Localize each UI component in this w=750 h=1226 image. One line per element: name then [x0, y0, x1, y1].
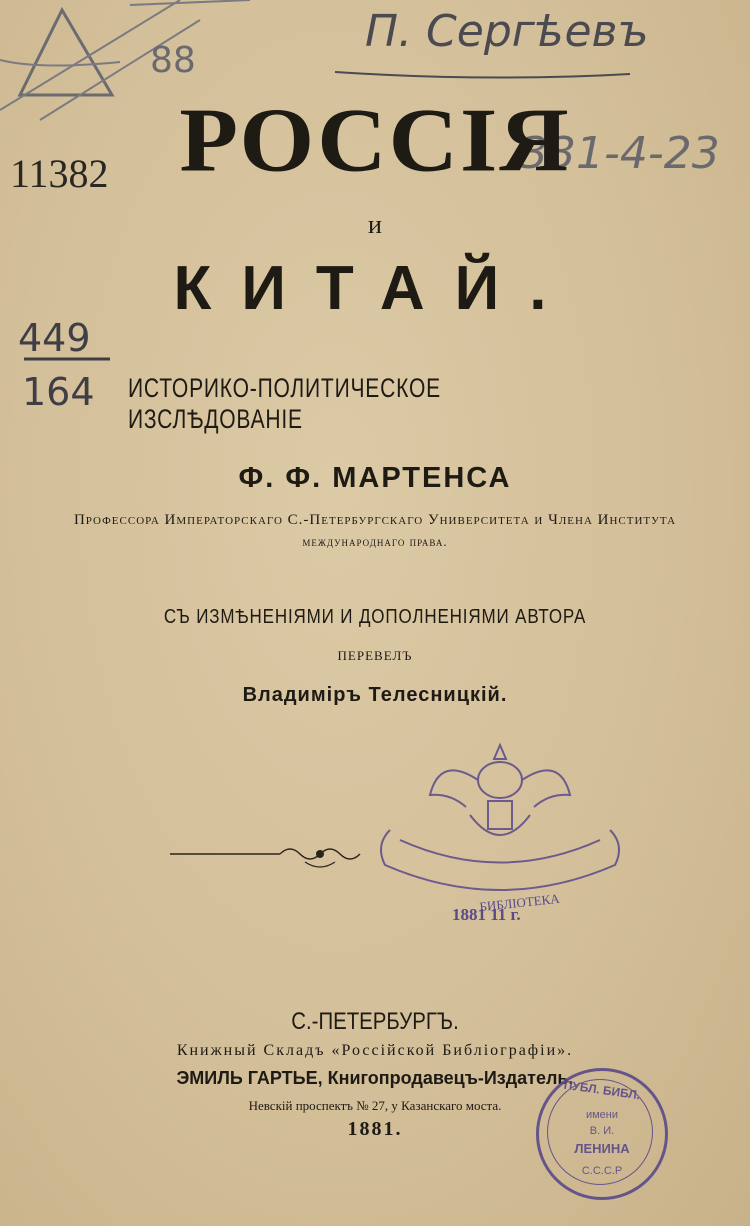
stamp-line-2: имени — [585, 1109, 619, 1121]
title-line-2: КИТАЙ. — [173, 254, 577, 323]
lenin-library-stamp — [536, 1068, 668, 1200]
imprint-year: 1881. — [347, 1118, 403, 1140]
translated-by-label: ПЕРЕВЕЛЪ — [337, 648, 413, 663]
pencil-number: 88 — [150, 40, 196, 81]
stamp-line-3: В. И. — [589, 1125, 615, 1137]
stamp-date: 1881 11 г. — [452, 905, 521, 924]
library-number: 11382 — [10, 151, 109, 196]
author-name: Ф. Ф. МАРТЕНСА — [238, 462, 512, 494]
shelfmark: 331-4-23 — [520, 128, 720, 179]
subtitle: ИСТОРИКО-ПОЛИТИЧЕСКОЕ ИЗСЛѢДОВАНІЕ — [128, 373, 441, 434]
signature-underline — [330, 62, 650, 92]
stamp-line-5: С.С.С.Р — [581, 1165, 623, 1177]
side-number-divider — [20, 355, 120, 363]
ornament-divider — [165, 838, 385, 878]
svg-text:БИБЛІОТЕКА: БИБЛІОТЕКА — [478, 890, 561, 915]
translation-note: СЪ ИЗМѢНЕНІЯМИ И ДОПОЛНЕНІЯМИ АВТОРА — [163, 606, 587, 628]
side-number-bottom: 164 — [22, 370, 95, 414]
title-line-1: РОССІЯ — [179, 88, 571, 191]
imprint-publisher: ЭМИЛЬ ГАРТЬЕ, Книгопродавецъ-Издатель. — [176, 1068, 574, 1088]
owner-signature: П. Сергѣевъ — [365, 6, 649, 57]
author-position-line-1: Профессора Императорскаго С.-Петербургскаго Университета и Члена Института — [73, 512, 677, 528]
title-conjunction: и — [368, 210, 382, 239]
stamp-line-4: ЛЕНИНА — [574, 1141, 630, 1156]
author-position-line-2: международнаго права. — [302, 534, 448, 549]
stamp-line-1: ПУБЛ. БИБЛ. — [562, 1077, 642, 1103]
translator-name: Владиміръ Телесницкій. — [242, 684, 508, 706]
imprint-address: Невскій проспектъ № 27, у Казанскаго моста. — [248, 1098, 502, 1113]
side-number-top: 449 — [18, 316, 91, 360]
imprint-city: С.-ПЕТЕРБУРГЪ. — [291, 1008, 459, 1035]
imprint-warehouse: Книжный Складъ «Россійской Библіографіи». — [176, 1042, 574, 1059]
